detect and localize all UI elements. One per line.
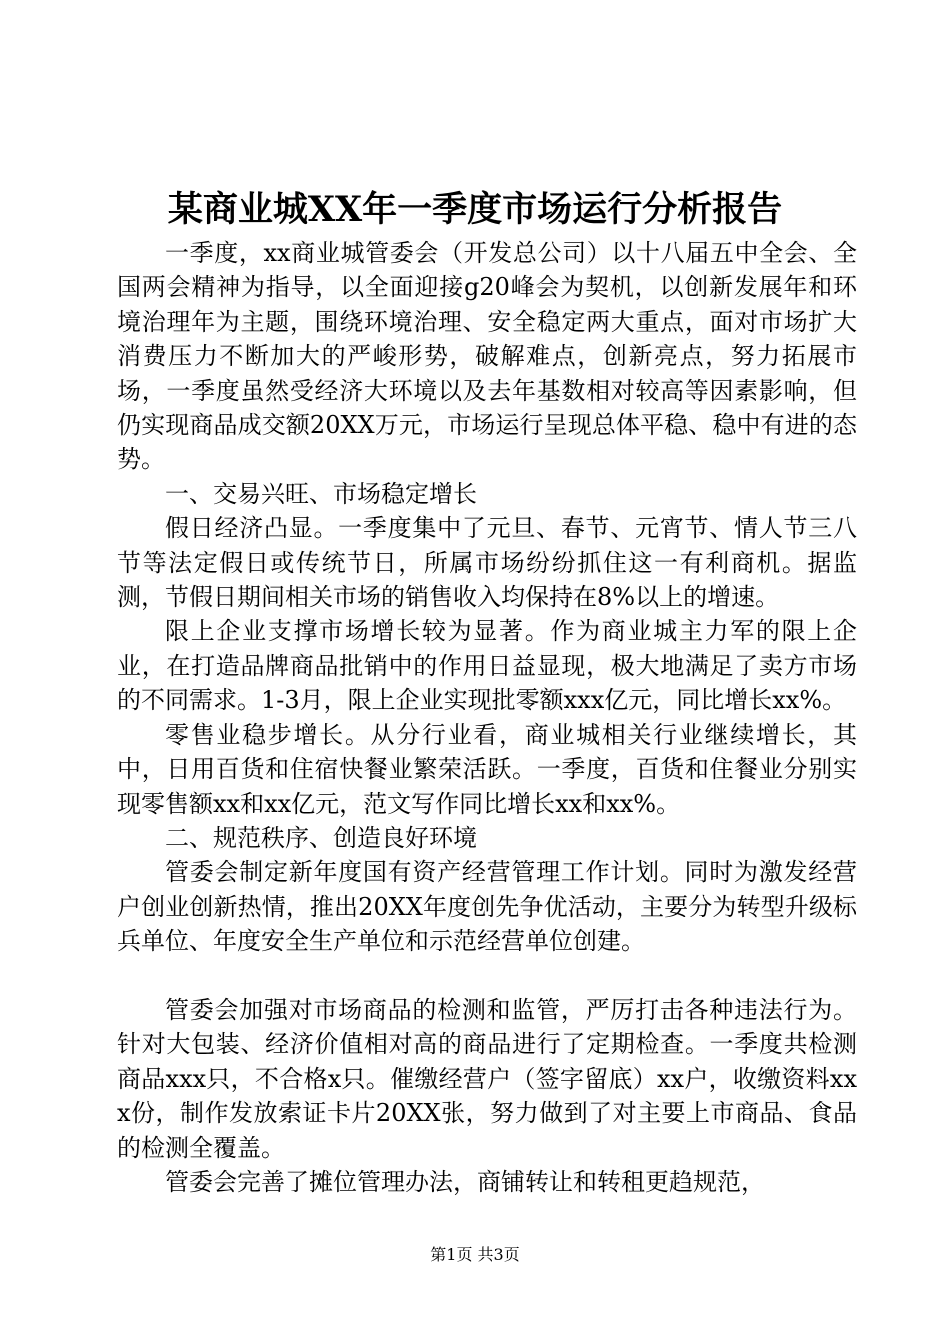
document-body bbox=[117, 236, 857, 1199]
paragraph-enterprise-growth: 限上企业支撑市场增长较为显著。作为商业城主力军的限上企业，在打造品牌商品批销中的作用日益显现，极大地满足了卖方市场的不同需求。1-3月，限上企业实现批零额xxx亿元，同比增长xx%。 bbox=[117, 617, 857, 715]
paragraph-management-plan: 管委会制定新年度国有资产经营管理工作计划。同时为激发经营户创业创新热情，推出20XX年度创先争优活动，主要分为转型升级标兵单位、年度安全生产单位和示范经营单位创建。 bbox=[117, 858, 857, 956]
page-footer: 第1页 共3页 bbox=[430, 1245, 520, 1264]
paragraph-intro: 一季度，xx商业城管委会（开发总公司）以十八届五中全会、全国两会精神为指导，以全面迎接g20峰会为契机，以创新发展年和环境治理年为主题，围绕环境治理、安全稳定两大重点，面对市场扩大消费压力不断加大的严峻形势，破解难点，创新亮点，努力拓展市场，一季度虽然受经济大环境以及去年基数相对较高等因素影响，但仍实现商品成交额20XX万元，市场运行呈现总体平稳、稳中有进的态势。 bbox=[117, 239, 857, 474]
paragraph-holiday-economy: 假日经济凸显。一季度集中了元旦、春节、元宵节、情人节三八节等法定假日或传统节日，所属市场纷纷抓住这一有利商机。据监测，节假日期间相关市场的销售收入均保持在8%以上的增速。 bbox=[117, 514, 857, 612]
section-heading-2: 二、规范秩序、创造良好环境 bbox=[165, 823, 477, 852]
paragraph-stall-management: 管委会完善了摊位管理办法，商铺转让和转租更趋规范， bbox=[165, 1167, 765, 1196]
paragraph-retail-growth: 零售业稳步增长。从分行业看，商业城相关行业继续增长，其中，日用百货和住宿快餐业繁荣活跃。一季度，百货和住餐业分别实现零售额xx和xx亿元，范文写作同比增长xx和xx%。 bbox=[117, 720, 857, 818]
paragraph-inspection: 管委会加强对市场商品的检测和监管，严厉打击各种违法行为。针对大包装、经济价值相对高的商品进行了定期检查。一季度共检测商品xxx只，不合格x只。催缴经营户（签字留底）xx户，收缴资料xxx份，制作发放索证卡片20XX张，努力做到了对主要上市商品、食品的检测全覆盖。 bbox=[117, 995, 857, 1162]
section-heading-1: 一、交易兴旺、市场稳定增长 bbox=[165, 479, 477, 508]
document-title: 某商业城XX年一季度市场运行分析报告 bbox=[167, 189, 783, 230]
paragraph-gap bbox=[117, 959, 857, 993]
